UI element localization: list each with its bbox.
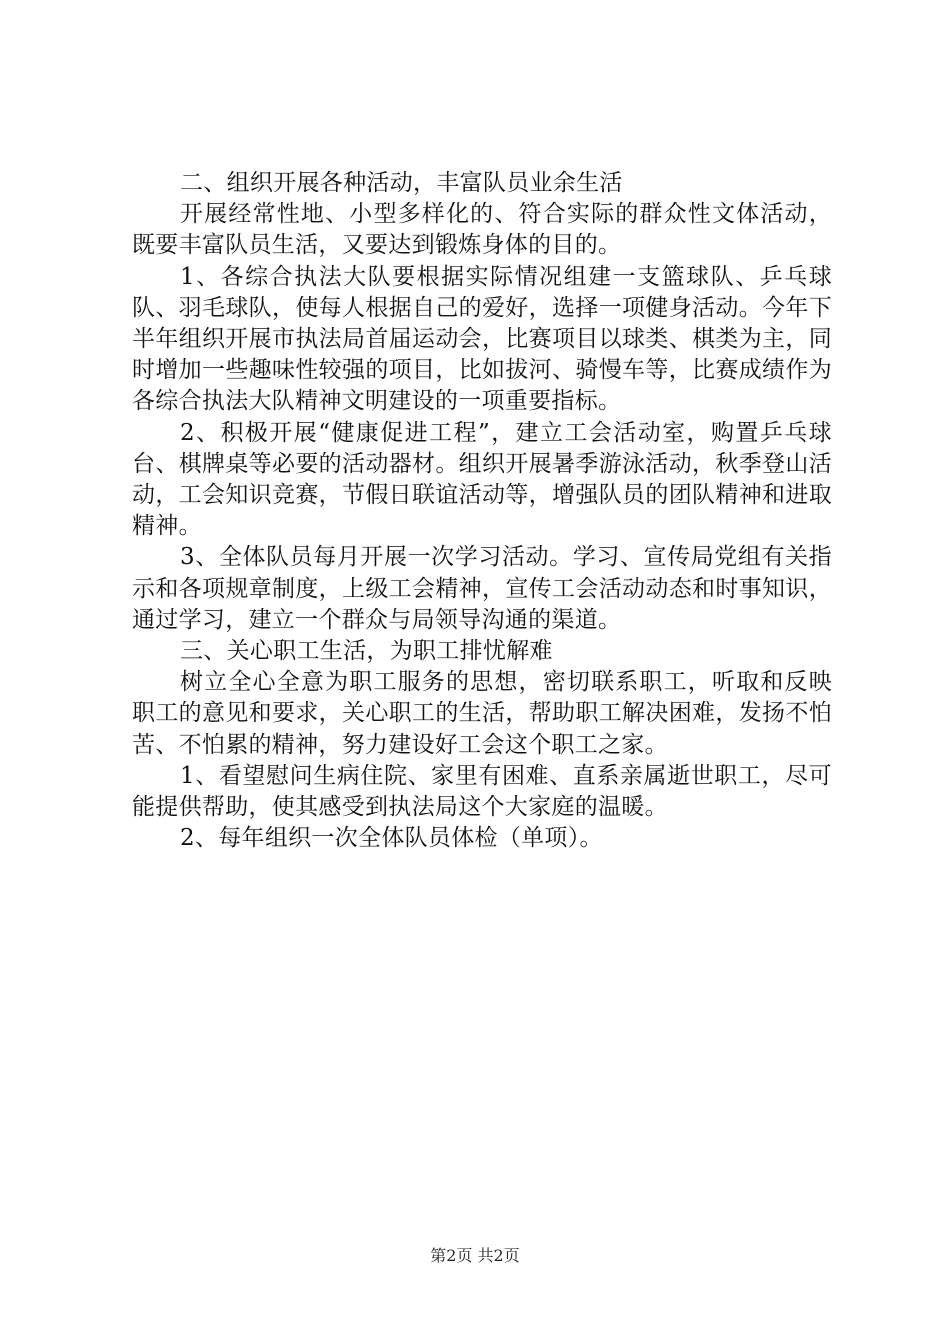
paragraph-activities-intro: 开展经常性地、小型多样化的、符合实际的群众性文体活动，既要丰富队员生活，又要达到锻炼身体的目的。 [132, 201, 832, 259]
section-heading-care: 三、关心职工生活，为职工排忧解难 [180, 638, 553, 665]
page-footer: 第2页 共2页 [430, 1246, 520, 1265]
paragraph-item-3-study: 3、全体队员每月开展一次学习活动。学习、宣传局党组有关指示和各项规章制度，上级工会精神，宣传工会活动动态和时事知识，通过学习，建立一个群众与局领导沟通的渠道。 [132, 544, 832, 633]
paragraph-item-1-sports-teams: 1、各综合执法大队要根据实际情况组建一支篮球队、乒乓球队、羽毛球队，使每人根据自己的爱好，选择一项健身活动。今年下半年组织开展市执法局首届运动会，比赛项目以球类、棋类为主，同时增加一些趣味性较强的项目，比如拔河、骑慢车等，比赛成绩作为各综合执法大队精神文明建设的一项重要指标。 [132, 263, 832, 415]
paragraph-care-item-1: 1、看望慰问生病住院、家里有困难、直系亲属逝世职工，尽可能提供帮助，使其感受到执法局这个大家庭的温暖。 [132, 762, 832, 821]
document-body [132, 168, 832, 854]
paragraph-care-item-2: 2、每年组织一次全体队员体检（单项）。 [180, 825, 603, 852]
paragraph-care-intro: 树立全心全意为职工服务的思想，密切联系职工，听取和反映职工的意见和要求，关心职工的生活，帮助职工解决困难，发扬不怕苦、不怕累的精神，努力建设好工会这个职工之家。 [132, 669, 832, 758]
paragraph-item-2-health-project: 2、积极开展“健康促进工程”，建立工会活动室，购置乒乓球台、棋牌桌等必要的活动器材。组织开展暑季游泳活动，秋季登山活动，工会知识竞赛，节假日联谊活动等，增强队员的团队精神和进取精神。 [132, 419, 832, 540]
section-heading-activities: 二、组织开展各种活动，丰富队员业余生活 [180, 170, 623, 196]
